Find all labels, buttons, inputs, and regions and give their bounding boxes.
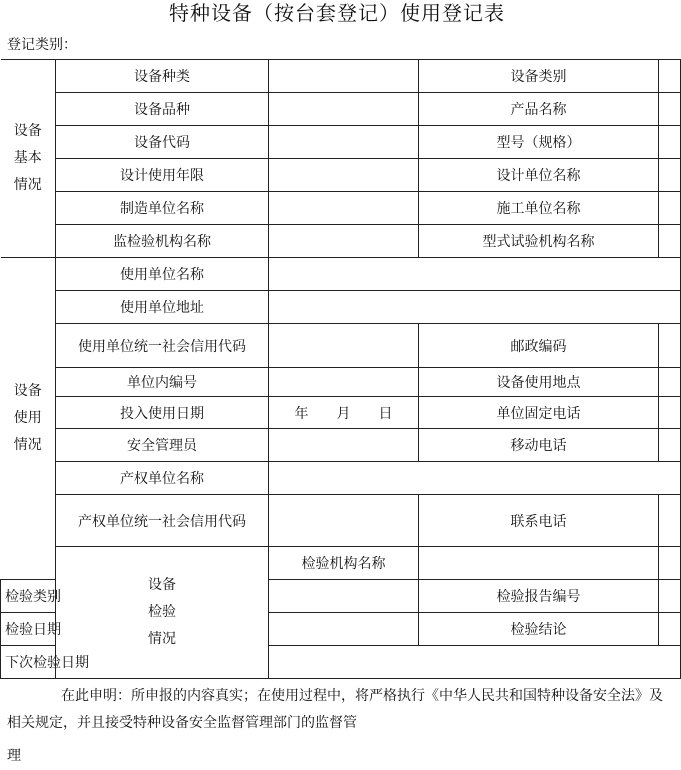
- input-contact-phone[interactable]: [659, 495, 681, 547]
- label-owner-unit-name: 产权单位名称: [56, 462, 269, 495]
- form-row: [1, 368, 681, 397]
- registration-form-table: [0, 59, 681, 679]
- label-type-test-org: 型式试验机构名称: [419, 225, 659, 258]
- input-owner-credit-code[interactable]: [269, 495, 419, 547]
- input-mobile-phone[interactable]: [659, 429, 681, 462]
- input-equipment-category[interactable]: [659, 60, 681, 93]
- date-year: 年: [294, 405, 309, 422]
- form-row: [1, 324, 681, 368]
- form-row: [1, 225, 681, 258]
- input-report-number[interactable]: [659, 580, 681, 613]
- input-inspection-type[interactable]: [269, 580, 419, 613]
- form-row: [1, 495, 681, 547]
- declaration-paragraph: [7, 683, 671, 770]
- input-inspection-org-extra[interactable]: [659, 547, 681, 580]
- form-row: [1, 126, 681, 159]
- input-product-name[interactable]: [659, 93, 681, 126]
- input-model-spec[interactable]: [659, 126, 681, 159]
- form-row: [1, 60, 681, 93]
- input-next-inspection-date[interactable]: [269, 646, 681, 679]
- input-usage-location[interactable]: [659, 368, 681, 397]
- label-safety-manager: 安全管理员: [56, 429, 269, 462]
- input-inspection-org[interactable]: [419, 547, 659, 580]
- label-equipment-variety: 设备品种: [56, 93, 269, 126]
- label-report-number: 检验报告编号: [419, 580, 659, 613]
- label-equipment-code: 设备代码: [56, 126, 269, 159]
- date-day: 日: [378, 405, 393, 422]
- label-next-inspection-date: 下次检验日期: [1, 646, 56, 679]
- input-inspection-conclusion[interactable]: [659, 613, 681, 646]
- input-postal-code[interactable]: [659, 324, 681, 368]
- input-inspection-date[interactable]: [269, 613, 419, 646]
- input-design-unit[interactable]: [659, 159, 681, 192]
- input-equipment-code[interactable]: [269, 126, 419, 159]
- label-user-unit-address: 使用单位地址: [56, 291, 269, 324]
- form-row: [1, 397, 681, 429]
- label-start-date: 投入使用日期: [56, 397, 269, 429]
- label-inspection-date: 检验日期: [1, 613, 56, 646]
- label-owner-credit-code: 产权单位统一社会信用代码: [56, 495, 269, 547]
- label-equipment-kind: 设备种类: [56, 60, 269, 93]
- label-manufacturer: 制造单位名称: [56, 192, 269, 225]
- label-user-credit-code: 使用单位统一社会信用代码: [56, 324, 269, 368]
- form-row: [1, 429, 681, 462]
- label-user-unit-name: 使用单位名称: [56, 258, 269, 291]
- form-row: [1, 462, 681, 495]
- label-design-life: 设计使用年限: [56, 159, 269, 192]
- form-row: [1, 93, 681, 126]
- label-mobile-phone: 移动电话: [419, 429, 659, 462]
- input-fixed-phone[interactable]: [659, 397, 681, 429]
- registration-type-label: 登记类别：: [7, 37, 77, 53]
- input-user-credit-code[interactable]: [269, 324, 419, 368]
- label-inspection-conclusion: 检验结论: [419, 613, 659, 646]
- form-row: [1, 159, 681, 192]
- input-equipment-kind[interactable]: [269, 60, 419, 93]
- input-type-test-org[interactable]: [659, 225, 681, 258]
- label-usage-location: 设备使用地点: [419, 368, 659, 397]
- input-safety-manager[interactable]: [269, 429, 419, 462]
- label-equipment-category: 设备类别: [419, 60, 659, 93]
- section-label-usage-text: 设备 使用 情况: [13, 383, 42, 453]
- label-inspection-type: 检验类别: [1, 580, 56, 613]
- label-fixed-phone: 单位固定电话: [419, 397, 659, 429]
- input-construction-unit[interactable]: [659, 192, 681, 225]
- form-row: [1, 258, 681, 291]
- section-label-basic-text: 设备 基本 情况: [13, 123, 42, 193]
- label-postal-code: 邮政编码: [419, 324, 659, 368]
- label-contact-phone: 联系电话: [419, 495, 659, 547]
- input-user-unit-address[interactable]: [269, 291, 681, 324]
- label-model-spec: 型号（规格）: [419, 126, 659, 159]
- input-owner-unit-name[interactable]: [269, 462, 681, 495]
- form-row: [1, 547, 681, 580]
- label-construction-unit: 施工单位名称: [419, 192, 659, 225]
- label-internal-number: 单位内编号: [56, 368, 269, 397]
- declaration-text: 在此申明：所申报的内容真实；在使用过程中，将严格执行《中华人民共和国特种设备安全法》及相关规定，并且接受特种设备安全监督管理部门的监督管: [7, 688, 663, 731]
- input-equipment-variety[interactable]: [269, 93, 419, 126]
- date-month: 月: [336, 405, 351, 422]
- label-inspection-org: 检验机构名称: [269, 547, 419, 580]
- input-manufacturer[interactable]: [269, 192, 419, 225]
- page-title: 特种设备（按台套登记）使用登记表: [169, 1, 505, 25]
- input-start-date[interactable]: [269, 397, 419, 429]
- label-product-name: 产品名称: [419, 93, 659, 126]
- section-label-usage: [1, 258, 56, 580]
- input-supervision-org[interactable]: [269, 225, 419, 258]
- declaration-tail: 理: [7, 748, 21, 764]
- input-design-life[interactable]: [269, 159, 419, 192]
- input-internal-number[interactable]: [269, 368, 419, 397]
- section-label-inspection-text: 设备 检验 情况: [148, 577, 176, 647]
- label-supervision-org: 监检验机构名称: [56, 225, 269, 258]
- form-row: [1, 291, 681, 324]
- section-label-basic: [1, 60, 56, 258]
- form-row: [1, 192, 681, 225]
- input-user-unit-name[interactable]: [269, 258, 681, 291]
- label-design-unit: 设计单位名称: [419, 159, 659, 192]
